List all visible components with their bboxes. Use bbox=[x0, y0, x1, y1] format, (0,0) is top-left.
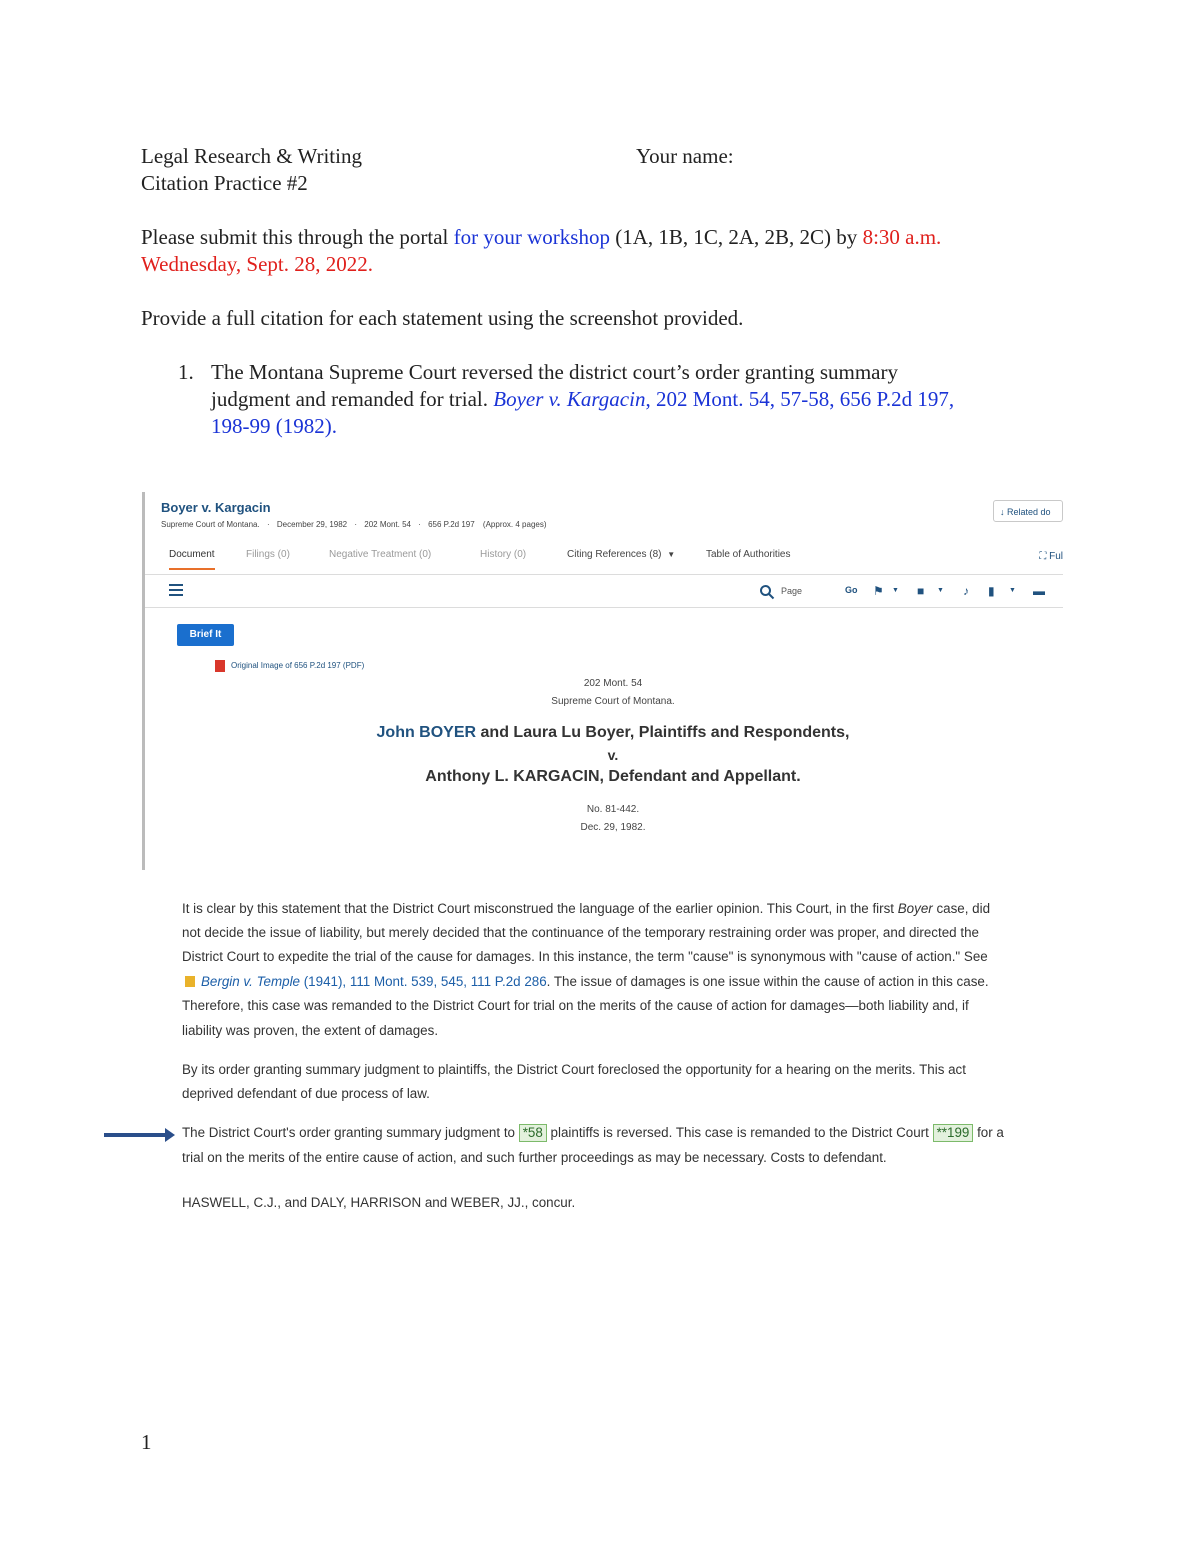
excerpt-line bbox=[185, 974, 989, 989]
submit-instruction bbox=[141, 224, 941, 251]
deadline-time: 8:30 a.m. bbox=[862, 225, 942, 249]
citing-label: Citing References (8) bbox=[567, 549, 662, 560]
list-icon[interactable] bbox=[169, 584, 183, 599]
text: . The issue of damages is one issue within the cause of action in this case. bbox=[546, 974, 989, 989]
workshop-link[interactable]: for your workshop bbox=[453, 225, 610, 249]
excerpt-line: deprived defendant of due process of law. bbox=[182, 1086, 430, 1101]
submit-text-1: Please submit this through the portal bbox=[141, 225, 454, 249]
meta-pages: (Approx. 4 pages) bbox=[482, 520, 547, 529]
text: plaintiffs is reversed. This case is remanded to the District Court bbox=[546, 1125, 933, 1140]
flag-icon[interactable]: ⚑ bbox=[873, 584, 884, 598]
tab-document[interactable]: Document bbox=[169, 549, 215, 570]
party1-rest: and Laura Lu Boyer, Plaintiffs and Respondents, bbox=[476, 724, 850, 741]
text: case, did bbox=[932, 901, 991, 916]
search-icon[interactable] bbox=[759, 584, 775, 600]
court-heading: Supreme Court of Montana. bbox=[551, 696, 675, 707]
text: It is clear by this statement that the District Court misconstrued the language of the earlier opinion. This Court, in the first bbox=[182, 901, 898, 916]
assignment-title: Citation Practice #2 bbox=[141, 171, 308, 195]
tab-negative-treatment[interactable]: Negative Treatment (0) bbox=[329, 549, 432, 560]
excerpt-line: Therefore, this case was remanded to the District Court for trial on the merits of the cause of action for damages—both liability and, if bbox=[182, 998, 969, 1013]
your-name-label: Your name: bbox=[636, 144, 734, 168]
tab-filings[interactable]: Filings (0) bbox=[246, 549, 290, 560]
deadline-date: Wednesday, Sept. 28, 2022. bbox=[141, 252, 373, 276]
caret-down-icon: ▼ bbox=[937, 587, 944, 594]
caret-down-icon: ▼ bbox=[667, 550, 676, 559]
excerpt-line: not decide the issue of liability, but merely decided that the continuance of the temporary restraining order was proper, and directed the bbox=[182, 925, 979, 940]
arrow-pointer-line bbox=[104, 1133, 168, 1137]
text: for a bbox=[973, 1125, 1004, 1140]
tab-history[interactable]: History (0) bbox=[480, 549, 527, 560]
folder-icon[interactable]: ▬ bbox=[1033, 584, 1045, 598]
case-metadata: Supreme Court of Montana. · December 29, 1982 · 202 Mont. 54 · 656 P.2d 197 (Approx. 4 pages) bbox=[161, 520, 547, 529]
go-button[interactable]: Go bbox=[845, 585, 858, 595]
arrow-right-icon bbox=[165, 1128, 175, 1142]
meta-court: Supreme Court of Montana. bbox=[161, 520, 260, 529]
answer-citation: , 202 Mont. 54, 57-58, 656 P.2d 197, bbox=[645, 387, 955, 411]
party-line-1 bbox=[145, 724, 1081, 742]
provide-instruction: Provide a full citation for each statement using the screenshot provided. bbox=[141, 306, 744, 330]
excerpt-line: trial on the merits of the entire cause of action, and such further proceedings as may be necessary. Costs to defendant. bbox=[182, 1150, 887, 1165]
case-title-link[interactable]: Boyer v. Kargacin bbox=[161, 500, 271, 515]
submit-text-2: (1A, 1B, 1C, 2A, 2B, 2C) by bbox=[609, 225, 863, 249]
text-italic: Boyer bbox=[897, 901, 933, 916]
tab-table-of-authorities[interactable]: Table of Authorities bbox=[706, 549, 791, 560]
question-number: 1. bbox=[178, 360, 194, 384]
decision-date: Dec. 29, 1982. bbox=[580, 822, 646, 833]
answer-citation-cont: 198-99 (1982). bbox=[211, 414, 337, 438]
star-page-199: **199 bbox=[933, 1124, 974, 1142]
pdf-link-label: Original Image of 656 P.2d 197 (PDF) bbox=[231, 661, 365, 671]
question-line-1: The Montana Supreme Court reversed the district court’s order granting summary bbox=[211, 360, 898, 384]
party-line-2: Anthony L. KARGACIN, Defendant and Appellant. bbox=[425, 768, 801, 785]
original-image-pdf-link[interactable] bbox=[215, 660, 364, 672]
expand-icon: ⛶ bbox=[1039, 551, 1047, 562]
excerpt-line bbox=[182, 1124, 1004, 1142]
answer-case-name: Boyer v. Kargacin bbox=[493, 387, 646, 411]
docket-number: No. 81-442. bbox=[586, 804, 640, 815]
pdf-icon bbox=[215, 660, 225, 672]
excerpt-line: liability was proven, the extent of damages. bbox=[182, 1023, 439, 1038]
full-label: Ful bbox=[1049, 551, 1063, 562]
excerpt-line: District Court to expedite the trial of the cause for damages. In this instance, the term "cause" is synonymous with "cause of action." See bbox=[182, 949, 988, 964]
party1-link[interactable]: John BOYER bbox=[376, 724, 477, 741]
related-label: Related do bbox=[1007, 507, 1051, 517]
bergin-case-link[interactable]: Bergin v. Temple bbox=[201, 974, 300, 989]
page-number: 1 bbox=[141, 1430, 152, 1454]
page-input[interactable]: Page bbox=[781, 586, 803, 596]
question-line-2 bbox=[211, 386, 954, 413]
download-arrow-icon: ↓ bbox=[1000, 507, 1005, 517]
document-toolbar bbox=[145, 574, 1063, 608]
versus: v. bbox=[607, 747, 619, 763]
brief-it-button[interactable]: Brief It bbox=[177, 624, 234, 646]
copy-icon[interactable]: ▮ bbox=[988, 584, 995, 598]
meta-date: December 29, 1982 bbox=[276, 520, 348, 529]
caret-down-icon: ▼ bbox=[892, 587, 899, 594]
excerpt-line: By its order granting summary judgment to plaintiffs, the District Court foreclosed the opportunity for a hearing on the merits. This act bbox=[182, 1062, 966, 1077]
full-screen-button[interactable] bbox=[1039, 551, 1063, 562]
note-icon[interactable]: ■ bbox=[917, 584, 925, 598]
reporter-heading: 202 Mont. 54 bbox=[583, 678, 643, 689]
text: The District Court's order granting summary judgment to bbox=[182, 1125, 519, 1140]
excerpt-line bbox=[182, 901, 990, 916]
caret-down-icon: ▼ bbox=[1009, 587, 1016, 594]
meta-reporter-1: 202 Mont. 54 bbox=[364, 520, 411, 529]
bell-icon[interactable]: ♪ bbox=[963, 584, 969, 598]
yellow-flag-icon bbox=[185, 976, 195, 987]
westlaw-screenshot bbox=[142, 492, 1063, 870]
question-text: judgment and remanded for trial. bbox=[211, 387, 494, 411]
course-title: Legal Research & Writing bbox=[141, 144, 362, 168]
related-documents-button[interactable] bbox=[993, 500, 1063, 522]
bergin-citation-link[interactable]: (1941), 111 Mont. 539, 545, 111 P.2d 286 bbox=[300, 974, 547, 989]
concurrence-line: HASWELL, C.J., and DALY, HARRISON and WEBER, JJ., concur. bbox=[182, 1195, 576, 1210]
tab-citing-references[interactable] bbox=[567, 549, 675, 560]
star-page-58: *58 bbox=[519, 1124, 547, 1142]
meta-reporter-2: 656 P.2d 197 bbox=[428, 520, 475, 529]
